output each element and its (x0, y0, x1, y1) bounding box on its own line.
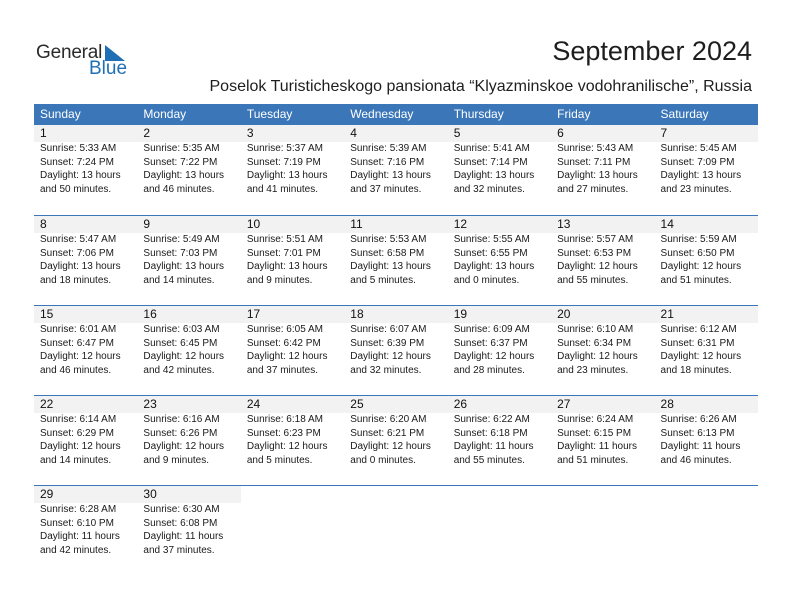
sunset-text: Sunset: 6:21 PM (350, 427, 425, 439)
sunrise-text: Sunrise: 5:47 AM (40, 234, 117, 245)
daylight-text: and 18 minutes. (40, 274, 112, 286)
sunrise-text: Sunrise: 5:49 AM (143, 234, 220, 245)
daylight-text: and 37 minutes. (143, 544, 215, 556)
day-cell (448, 233, 551, 287)
date-number: 27 (557, 397, 571, 411)
date-number: 23 (143, 397, 157, 411)
daylight-text: Daylight: 12 hours (143, 441, 225, 452)
day-cell (241, 323, 344, 377)
page-title: September 2024 (552, 36, 752, 66)
date-number: 17 (246, 307, 261, 321)
daylight-text: and 46 minutes. (40, 364, 112, 376)
date-number: 29 (34, 486, 137, 503)
sunset-text: Sunset: 6:13 PM (660, 427, 735, 439)
date-number: 16 (143, 307, 157, 321)
weekday-friday: Friday (557, 107, 591, 121)
daylight-text: Daylight: 11 hours (557, 441, 637, 452)
sunset-text: Sunset: 6:42 PM (246, 337, 321, 349)
week-row (34, 395, 758, 485)
day-cell (344, 323, 447, 377)
day-cell (241, 233, 344, 287)
weeks-container (34, 125, 758, 575)
daylight-text: and 55 minutes. (557, 274, 629, 286)
sunrise-text: Sunrise: 5:43 AM (557, 143, 634, 154)
daylight-text: Daylight: 12 hours (453, 351, 535, 362)
day-cell (655, 503, 758, 557)
day-cell (137, 323, 240, 377)
date-number-row (34, 485, 758, 503)
sunrise-text: Sunrise: 5:33 AM (40, 143, 117, 154)
daylight-text: and 14 minutes. (143, 274, 215, 286)
sunset-text: Sunset: 6:23 PM (246, 427, 321, 439)
date-number: 5 (453, 126, 461, 140)
day-cell (344, 233, 447, 287)
daylight-text: Daylight: 13 hours (453, 261, 535, 272)
sun-info-row (34, 142, 758, 196)
sunset-text: Sunset: 6:34 PM (557, 337, 632, 349)
daylight-text: and 32 minutes. (350, 364, 422, 376)
sunset-text: Sunset: 7:19 PM (246, 156, 321, 168)
day-cell (241, 142, 344, 196)
sunset-text: Sunset: 7:14 PM (453, 156, 528, 168)
date-number: 9 (143, 217, 151, 231)
sunset-text: Sunset: 6:15 PM (557, 427, 632, 439)
day-cell (448, 323, 551, 377)
date-number: 7 (660, 126, 668, 140)
date-number-row (34, 125, 758, 142)
daylight-text: and 14 minutes. (40, 454, 112, 466)
day-cell (137, 413, 240, 467)
daylight-text: Daylight: 12 hours (350, 351, 431, 362)
brand-logo (36, 42, 136, 82)
daylight-text: Daylight: 13 hours (350, 261, 431, 272)
day-cell (551, 142, 654, 196)
week-row (34, 125, 758, 215)
daylight-text: Daylight: 12 hours (350, 441, 431, 452)
daylight-text: Daylight: 11 hours (143, 531, 224, 542)
date-number: 20 (557, 307, 571, 321)
date-number (448, 486, 551, 503)
sunrise-text: Sunrise: 6:07 AM (350, 324, 427, 335)
location-subtitle: Poselok Turisticheskogo pansionata “Klyazminskoe vodohranilische”, Russia (209, 78, 752, 95)
date-number: 26 (453, 397, 468, 411)
daylight-text: Daylight: 13 hours (40, 261, 121, 272)
sunrise-text: Sunrise: 6:01 AM (40, 324, 117, 335)
daylight-text: and 27 minutes. (557, 183, 629, 195)
date-number-row (34, 395, 758, 413)
weekday-wednesday: Wednesday (350, 107, 414, 121)
sunrise-text: Sunrise: 6:24 AM (557, 414, 634, 425)
daylight-text: and 23 minutes. (557, 364, 629, 376)
date-number: 18 (350, 307, 364, 321)
daylight-text: Daylight: 12 hours (40, 441, 121, 452)
sunrise-text: Sunrise: 5:41 AM (453, 143, 530, 154)
daylight-text: and 0 minutes. (453, 274, 520, 286)
sun-info-row (34, 413, 758, 467)
daylight-text: Daylight: 12 hours (40, 351, 121, 362)
date-number: 21 (660, 307, 674, 321)
sunset-text: Sunset: 6:37 PM (453, 337, 528, 349)
daylight-text: Daylight: 11 hours (453, 441, 534, 452)
day-cell (344, 413, 447, 467)
sunset-text: Sunset: 6:31 PM (660, 337, 735, 349)
day-cell (448, 142, 551, 196)
sunrise-text: Sunrise: 6:30 AM (143, 504, 220, 515)
day-cell (137, 503, 240, 557)
daylight-text: and 37 minutes. (350, 183, 422, 195)
date-number: 25 (350, 397, 364, 411)
sunset-text: Sunset: 6:26 PM (143, 427, 218, 439)
daylight-text: Daylight: 12 hours (660, 261, 742, 272)
sun-info-row (34, 233, 758, 287)
date-number (344, 486, 447, 503)
daylight-text: and 5 minutes. (246, 454, 313, 466)
sunset-text: Sunset: 7:01 PM (246, 247, 321, 259)
sunset-text: Sunset: 7:03 PM (143, 247, 218, 259)
daylight-text: and 18 minutes. (660, 364, 732, 376)
sunrise-text: Sunrise: 6:10 AM (557, 324, 634, 335)
date-number (655, 486, 758, 503)
daylight-text: and 9 minutes. (246, 274, 313, 286)
date-number: 11 (350, 217, 363, 231)
sunrise-text: Sunrise: 6:22 AM (453, 414, 530, 425)
day-cell (344, 142, 447, 196)
day-cell (241, 503, 344, 557)
day-cell (551, 233, 654, 287)
date-number: 13 (557, 217, 571, 231)
date-number-row (34, 215, 758, 233)
sunrise-text: Sunrise: 5:35 AM (143, 143, 220, 154)
date-number: 12 (453, 217, 468, 231)
weekday-header (34, 104, 758, 125)
day-cell (137, 142, 240, 196)
sunrise-text: Sunrise: 5:39 AM (350, 143, 427, 154)
sunset-text: Sunset: 6:39 PM (350, 337, 425, 349)
week-row (34, 305, 758, 395)
sunset-text: Sunset: 6:10 PM (40, 517, 114, 529)
daylight-text: Daylight: 11 hours (40, 531, 120, 542)
sunrise-text: Sunrise: 6:28 AM (40, 504, 117, 515)
sunrise-text: Sunrise: 6:09 AM (453, 324, 530, 335)
daylight-text: and 42 minutes. (40, 544, 112, 556)
daylight-text: and 42 minutes. (143, 364, 215, 376)
sunset-text: Sunset: 6:50 PM (660, 247, 735, 259)
sunrise-text: Sunrise: 5:55 AM (453, 234, 530, 245)
sun-info-row (34, 323, 758, 377)
daylight-text: Daylight: 13 hours (350, 170, 431, 181)
daylight-text: Daylight: 13 hours (453, 170, 535, 181)
daylight-text: Daylight: 12 hours (557, 351, 638, 362)
day-cell (655, 413, 758, 467)
sunset-text: Sunset: 7:06 PM (40, 247, 114, 259)
daylight-text: and 32 minutes. (453, 183, 525, 195)
sunrise-text: Sunrise: 5:59 AM (660, 234, 737, 245)
daylight-text: and 0 minutes. (350, 454, 416, 466)
day-cell (34, 233, 137, 287)
sunrise-text: Sunrise: 5:45 AM (660, 143, 737, 154)
day-cell (34, 413, 137, 467)
daylight-text: Daylight: 13 hours (143, 170, 225, 181)
sunrise-text: Sunrise: 6:18 AM (246, 414, 323, 425)
daylight-text: Daylight: 13 hours (557, 170, 638, 181)
calendar-grid (34, 104, 758, 575)
sunrise-text: Sunrise: 5:53 AM (350, 234, 427, 245)
sunset-text: Sunset: 7:24 PM (40, 156, 114, 168)
daylight-text: Daylight: 12 hours (660, 351, 742, 362)
daylight-text: Daylight: 12 hours (246, 351, 328, 362)
sunrise-text: Sunrise: 6:05 AM (246, 324, 323, 335)
day-cell (551, 413, 654, 467)
date-number: 28 (660, 397, 674, 411)
daylight-text: Daylight: 13 hours (660, 170, 742, 181)
daylight-text: Daylight: 11 hours (660, 441, 741, 452)
brand-word-blue: Blue (89, 58, 128, 79)
sun-info-row (34, 503, 758, 557)
day-cell (448, 413, 551, 467)
sunrise-text: Sunrise: 5:57 AM (557, 234, 634, 245)
sunrise-text: Sunrise: 6:20 AM (350, 414, 427, 425)
sunset-text: Sunset: 6:53 PM (557, 247, 632, 259)
daylight-text: and 46 minutes. (143, 183, 215, 195)
day-cell (34, 323, 137, 377)
day-cell (448, 503, 551, 557)
day-cell (241, 413, 344, 467)
date-number: 3 (246, 126, 254, 140)
date-number: 2 (143, 126, 151, 140)
day-cell (655, 142, 758, 196)
daylight-text: Daylight: 12 hours (557, 261, 638, 272)
sunset-text: Sunset: 6:08 PM (143, 517, 218, 529)
sunrise-text: Sunrise: 6:14 AM (40, 414, 117, 425)
daylight-text: and 51 minutes. (557, 454, 629, 466)
sunset-text: Sunset: 7:11 PM (557, 156, 631, 168)
date-number: 19 (453, 307, 468, 321)
daylight-text: Daylight: 13 hours (143, 261, 225, 272)
sunset-text: Sunset: 6:45 PM (143, 337, 218, 349)
day-cell (34, 142, 137, 196)
sunset-text: Sunset: 6:47 PM (40, 337, 114, 349)
weekday-sunday: Sunday (40, 107, 81, 121)
daylight-text: and 46 minutes. (660, 454, 732, 466)
daylight-text: Daylight: 13 hours (246, 261, 328, 272)
daylight-text: and 23 minutes. (660, 183, 732, 195)
date-number (241, 486, 344, 503)
week-row (34, 485, 758, 575)
date-number: 8 (40, 217, 47, 231)
sunset-text: Sunset: 7:16 PM (350, 156, 425, 168)
date-number: 4 (350, 126, 357, 140)
daylight-text: Daylight: 13 hours (246, 170, 328, 181)
sunrise-text: Sunrise: 5:51 AM (246, 234, 323, 245)
day-cell (551, 323, 654, 377)
daylight-text: and 28 minutes. (453, 364, 525, 376)
daylight-text: and 51 minutes. (660, 274, 732, 286)
sunrise-text: Sunrise: 5:37 AM (246, 143, 323, 154)
week-row (34, 215, 758, 305)
daylight-text: and 9 minutes. (143, 454, 210, 466)
sunset-text: Sunset: 7:09 PM (660, 156, 735, 168)
day-cell (34, 503, 137, 557)
weekday-saturday: Saturday (660, 107, 709, 121)
sunset-text: Sunset: 6:55 PM (453, 247, 528, 259)
brand-word-general: General (36, 42, 103, 63)
daylight-text: and 37 minutes. (246, 364, 319, 376)
weekday-tuesday: Tuesday (246, 107, 293, 121)
daylight-text: and 41 minutes. (246, 183, 319, 195)
daylight-text: and 5 minutes. (350, 274, 416, 286)
date-number: 15 (40, 307, 54, 321)
sunrise-text: Sunrise: 6:16 AM (143, 414, 220, 425)
date-number: 22 (40, 397, 54, 411)
date-number: 14 (660, 217, 674, 231)
date-number: 30 (137, 486, 240, 503)
day-cell (344, 503, 447, 557)
daylight-text: Daylight: 12 hours (143, 351, 225, 362)
daylight-text: and 50 minutes. (40, 183, 112, 195)
daylight-text: Daylight: 12 hours (246, 441, 328, 452)
sunrise-text: Sunrise: 6:12 AM (660, 324, 737, 335)
sunset-text: Sunset: 6:58 PM (350, 247, 425, 259)
weekday-thursday: Thursday (453, 107, 504, 121)
sunset-text: Sunset: 6:18 PM (453, 427, 528, 439)
daylight-text: and 55 minutes. (453, 454, 525, 466)
day-cell (655, 233, 758, 287)
weekday-monday: Monday (143, 107, 187, 121)
date-number: 1 (40, 126, 47, 140)
sunrise-text: Sunrise: 6:03 AM (143, 324, 220, 335)
daylight-text: Daylight: 13 hours (40, 170, 121, 181)
sunset-text: Sunset: 6:29 PM (40, 427, 114, 439)
date-number-row (34, 305, 758, 323)
day-cell (137, 233, 240, 287)
date-number (551, 486, 654, 503)
date-number: 6 (557, 126, 564, 140)
date-number: 10 (246, 217, 261, 231)
sunset-text: Sunset: 7:22 PM (143, 156, 218, 168)
day-cell (655, 323, 758, 377)
sunrise-text: Sunrise: 6:26 AM (660, 414, 737, 425)
date-number: 24 (246, 397, 261, 411)
day-cell (551, 503, 654, 557)
